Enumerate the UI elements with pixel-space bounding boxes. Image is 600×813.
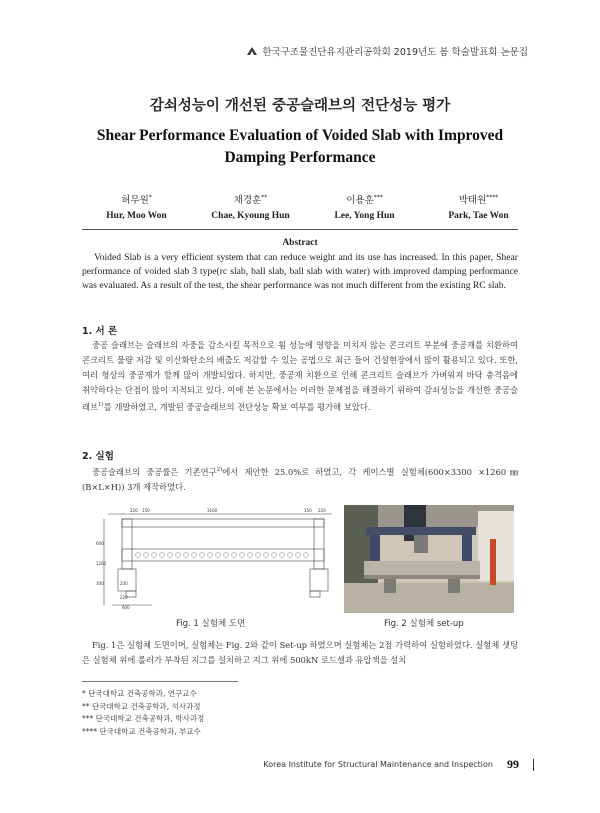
author-name-ko: 허무원 (121, 195, 149, 206)
intro-text: 를 개발하였고, 개발된 중공슬래브의 전단성능 확보 여부를 평가해 보았다. (103, 401, 371, 412)
dimension-label: 1260 (96, 561, 107, 566)
footnote: ** 단국대학교 건축공학과, 석사과정 (82, 701, 201, 711)
author-name-en: Lee, Yong Hun (334, 211, 395, 221)
intro-text: 중공 슬래브는 슬래브의 자중을 감소시킬 목적으로 휨 성능에 영향을 미치지 않는 콘크리트 부분에 중공재를 치환하여 콘크리트 물량 저감 및 이산화탄소의 배출도 저감할 수 있는 공법으로 최근 들어 건설현장에서 많이 활용되고 있다. 또한, 여러 형상의 중공재가 함께 많이 개발되었다. 하지만, 중공재 치환으로 인해 콘크리트 슬래브가 가벼워져 바닥 충격음에 취약하다는 단점이 많이 지적되고 있다. 이에 본 논문에서는 이러한 문제점을 해결하기 위하여 감쇠성능을 개선한 중공슬래브 (82, 340, 518, 412)
author-mark: **** (486, 193, 499, 201)
title-english: Shear Performance Evaluation of Voided Slab with Improved Damping Performance (96, 127, 504, 166)
dimension-label: 220 (120, 595, 128, 600)
footnote: **** 단국대학교 건축공학과, 부교수 (82, 726, 201, 736)
author-list (80, 192, 535, 221)
abstract-text: Voided Slab is a very efficient system that can reduce weight and its use has increased. In this paper, Shear performance of voided slab 3 type(rc slab, ball slab, ball slab with water) with improved damping performance was evaluated. As a result of the test, the shear performance was not much different from the existing RC slab. (82, 252, 518, 291)
journal-header (246, 44, 528, 58)
citation: 2) (216, 467, 223, 473)
figure-specimen-drawing (92, 505, 340, 613)
figure-2-caption: Fig. 2 실험체 set-up (384, 619, 464, 629)
experiment-paragraph (82, 463, 518, 495)
dimension-label: 220 (318, 508, 326, 513)
dimension-label: 150 (142, 508, 150, 513)
dimension-label: 220 (130, 508, 138, 513)
figure-1-caption: Fig. 1 실험체 도면 (176, 619, 246, 629)
experiment-text: 에서 제안한 25.0%로 하였고, 각 케이스별 실험체(600×3300 ×1260㎜(B×L×H)) 3개 제작하였다. (82, 466, 519, 492)
dimension-label: 230 (120, 581, 128, 586)
author-name-ko: 이용훈 (346, 195, 374, 206)
author (308, 192, 421, 221)
dimension-label: 3160 (207, 508, 218, 513)
citation: 1) (98, 402, 104, 408)
title-korean: 감쇠성능이 개선된 중공슬래브의 전단성능 평가 (149, 98, 451, 114)
author-name-en: Hur, Moo Won (106, 211, 167, 221)
author-mark: * (148, 193, 152, 201)
footnote: *** 단국대학교 건축공학과, 박사과정 (82, 714, 205, 723)
author (80, 192, 193, 221)
section-heading-intro: 1. 서 론 (82, 326, 118, 337)
footer-text: Korea Institute for Structural Maintenance and Inspection (263, 760, 493, 769)
footnotes (82, 688, 204, 738)
footnote-divider (82, 681, 238, 682)
journal-logo-icon (246, 46, 258, 56)
intro-paragraph (82, 338, 518, 415)
footnote: * 단국대학교 건축공학과, 연구교수 (82, 689, 197, 698)
header-text: 한국구조물진단유지관리공학회 2019년도 봄 학술발표회 논문집 (262, 47, 528, 58)
experiment-text: 중공슬래브의 중공률은 기존연구 (92, 466, 217, 477)
dimension-label: 600 (122, 605, 130, 610)
dimension-label: 150 (304, 508, 312, 513)
author-name-ko: 채경훈 (233, 195, 262, 206)
author-name-en: Park, Tae Won (448, 211, 509, 221)
author-name-ko: 박태원 (458, 195, 487, 206)
figure-test-setup-photo (344, 505, 514, 613)
divider (82, 229, 518, 230)
author-mark: ** (261, 193, 268, 201)
author-name-en: Chae, Kyoung Hun (211, 211, 290, 221)
abstract-title: Abstract (282, 238, 318, 248)
section-heading-experiment: 2. 실험 (82, 451, 114, 462)
page-footer (263, 757, 534, 772)
author (422, 192, 535, 221)
dimension-label: 600 (96, 541, 104, 546)
dimension-label: 300 (96, 581, 104, 586)
footer-divider (533, 759, 534, 771)
page-number: 99 (507, 757, 519, 771)
author (194, 192, 307, 221)
experiment-paragraph-2: Fig. 1은 실험체 도면이며, 실험체는 Fig. 2와 같이 Set-up 하였으며 실험체는 2점 가력하여 실험하였다. 실험체 셋팅은 실험체 위에 롤러가 부착된 지그를 설치하고 지그 위에 500kN 로드셀과 유압잭을 설치 (82, 640, 518, 665)
author-mark: *** (373, 193, 383, 201)
